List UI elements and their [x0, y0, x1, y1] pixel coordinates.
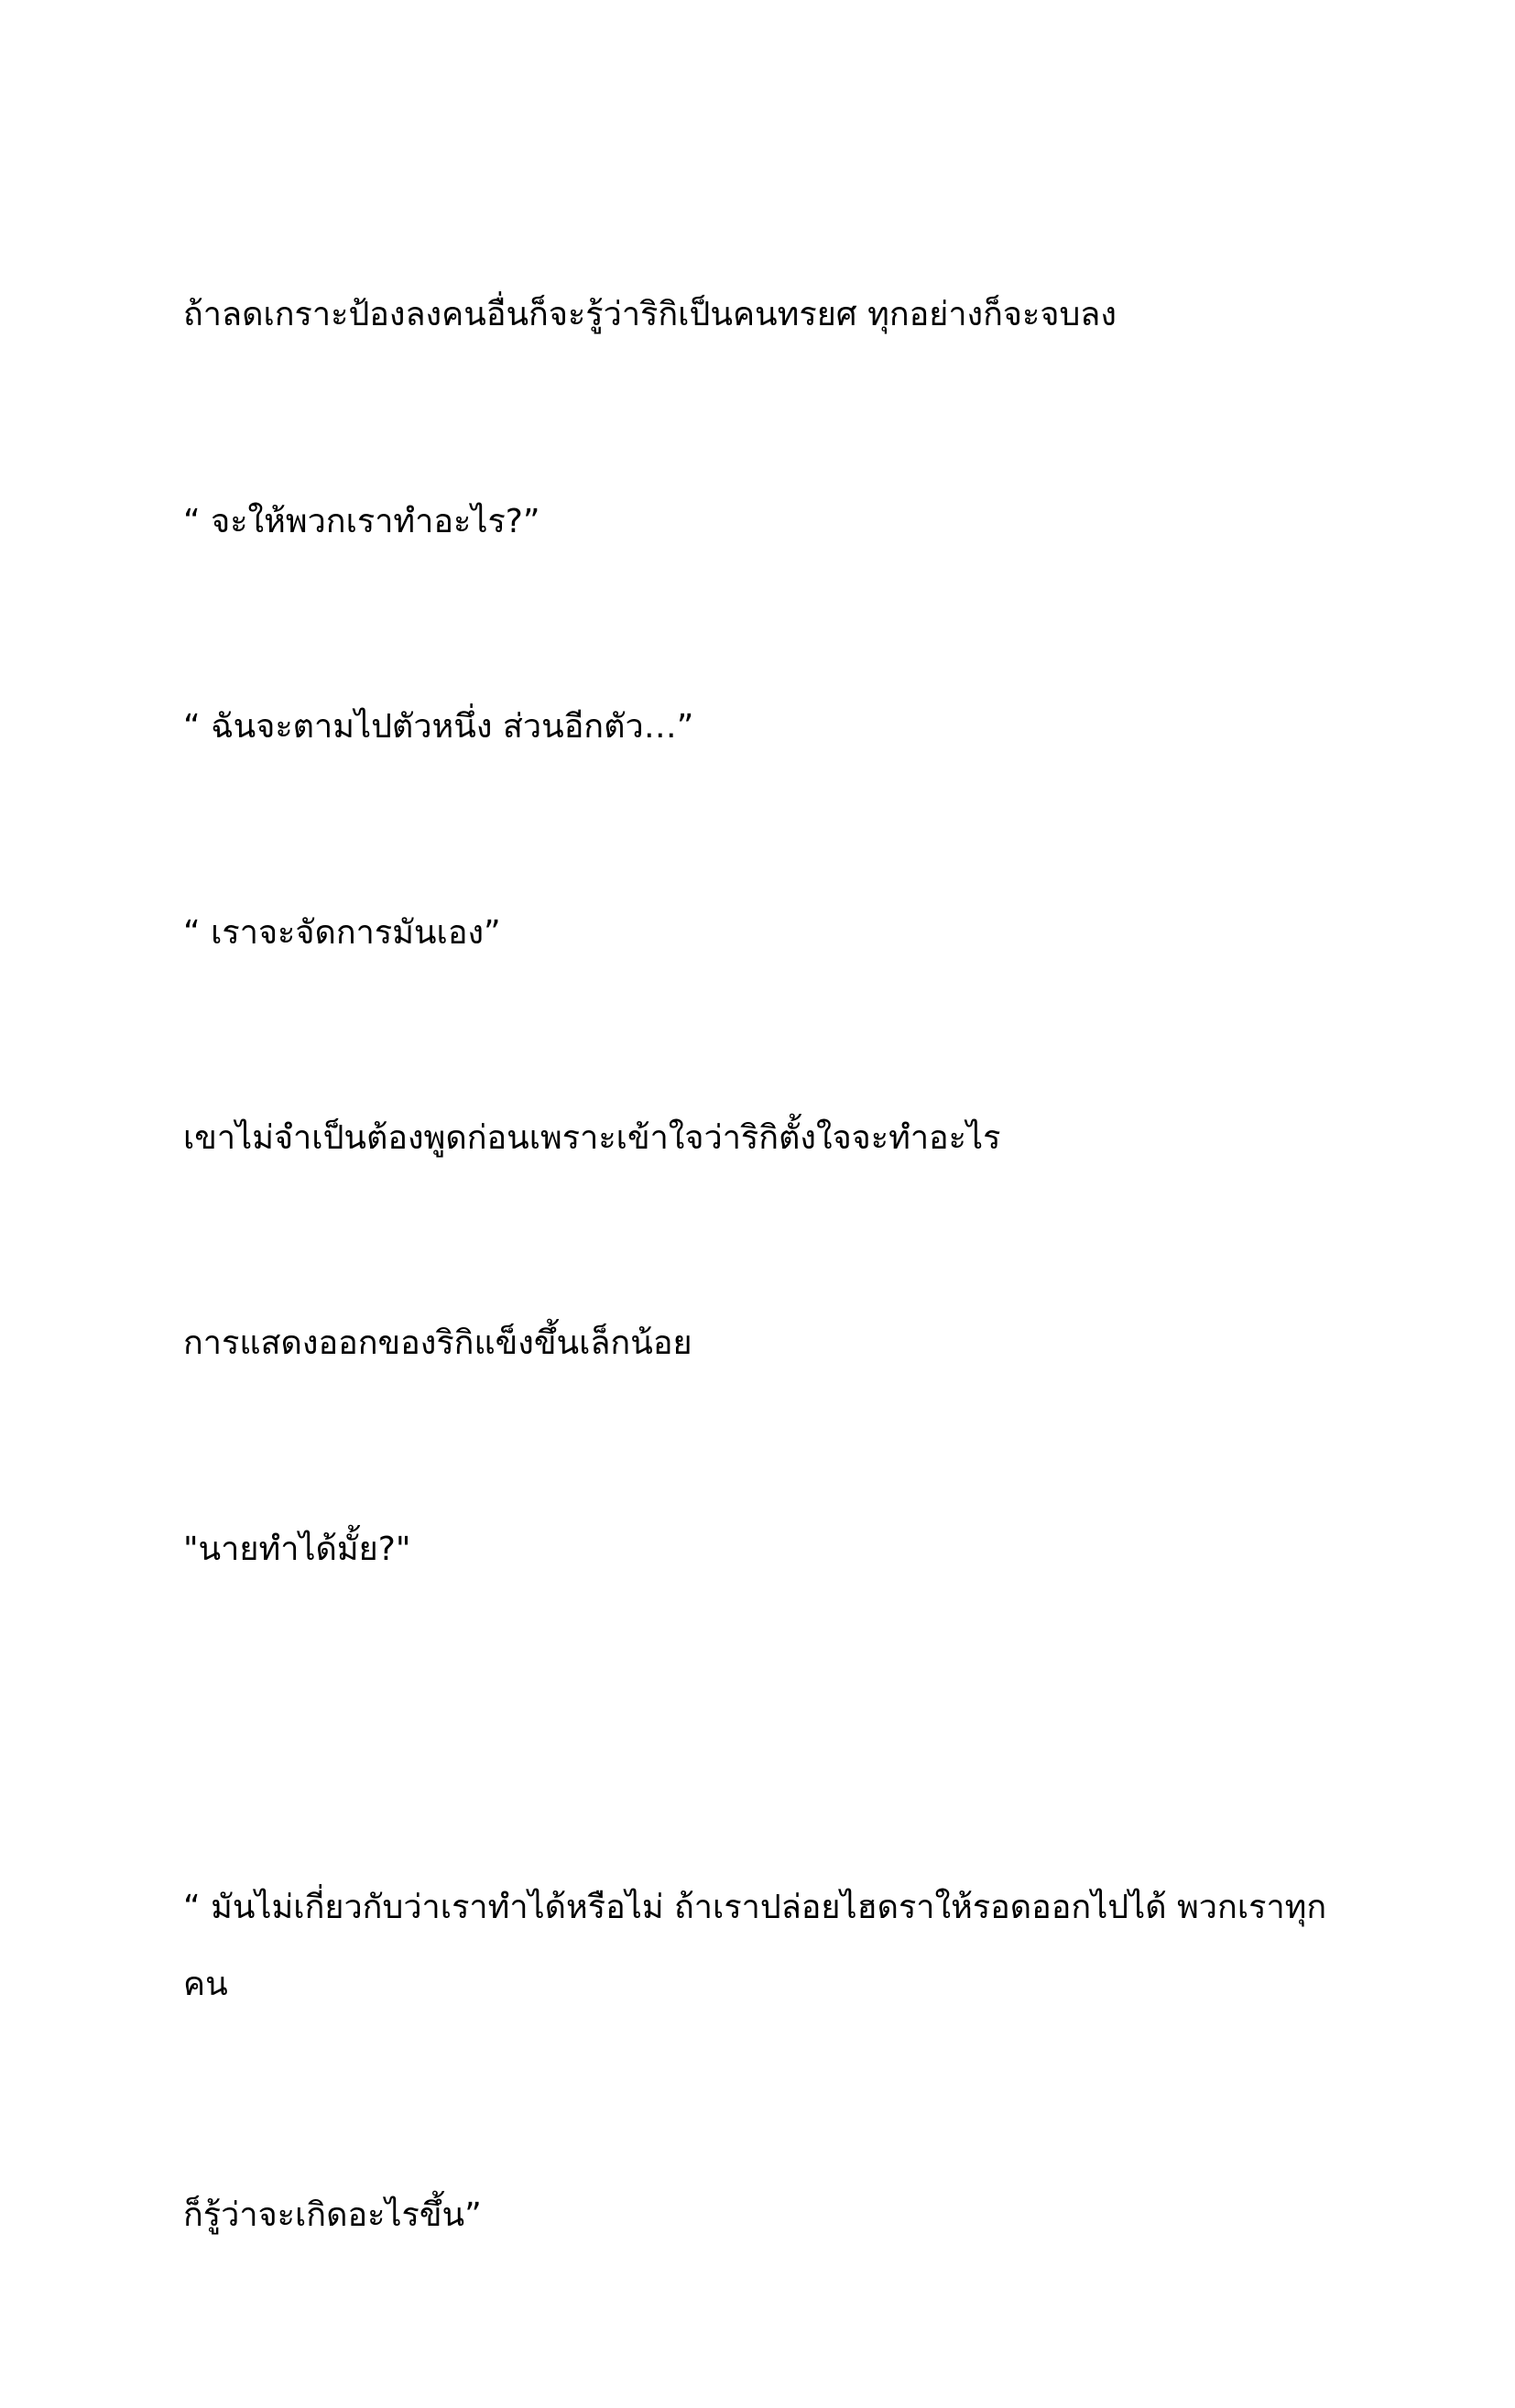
paragraph-2: “ จะให้พวกเราทำอะไร?” [183, 503, 540, 540]
paragraph-3: “ ฉันจะตามไปตัวหนึ่ง ส่วนอีกตัว…” [183, 708, 694, 746]
paragraph-8-line-2: ก็รู้ว่าจะเกิดอะไรขึ้น” [183, 2196, 482, 2234]
paragraph-6: การแสดงออกของริกิแข็งขึ้นเล็กน้อย [183, 1324, 692, 1362]
paragraph-8-line-1: “ มันไม่เกี่ยวกับว่าเราทำได้หรือไม่ ถ้าเราปล่อยไฮดราให้รอดออกไปได้ พวกเราทุกคน [183, 1889, 1327, 2003]
paragraph-7: "นายทำได้มั้ย?" [183, 1531, 411, 1568]
paragraph-4: “ เราจะจัดการมันเอง” [183, 914, 501, 952]
paragraph-1: ถ้าลดเกราะป้องลงคนอื่นก็จะรู้ว่าริกิเป็นคนทรยศ ทุกอย่างก็จะจบลง [183, 296, 1117, 333]
paragraph-8 [183, 1716, 1356, 2408]
paragraph-5: เขาไม่จำเป็นต้องพูดก่อนเพราะเข้าใจว่าริกิตั้งใจจะทำอะไร [183, 1119, 1001, 1157]
